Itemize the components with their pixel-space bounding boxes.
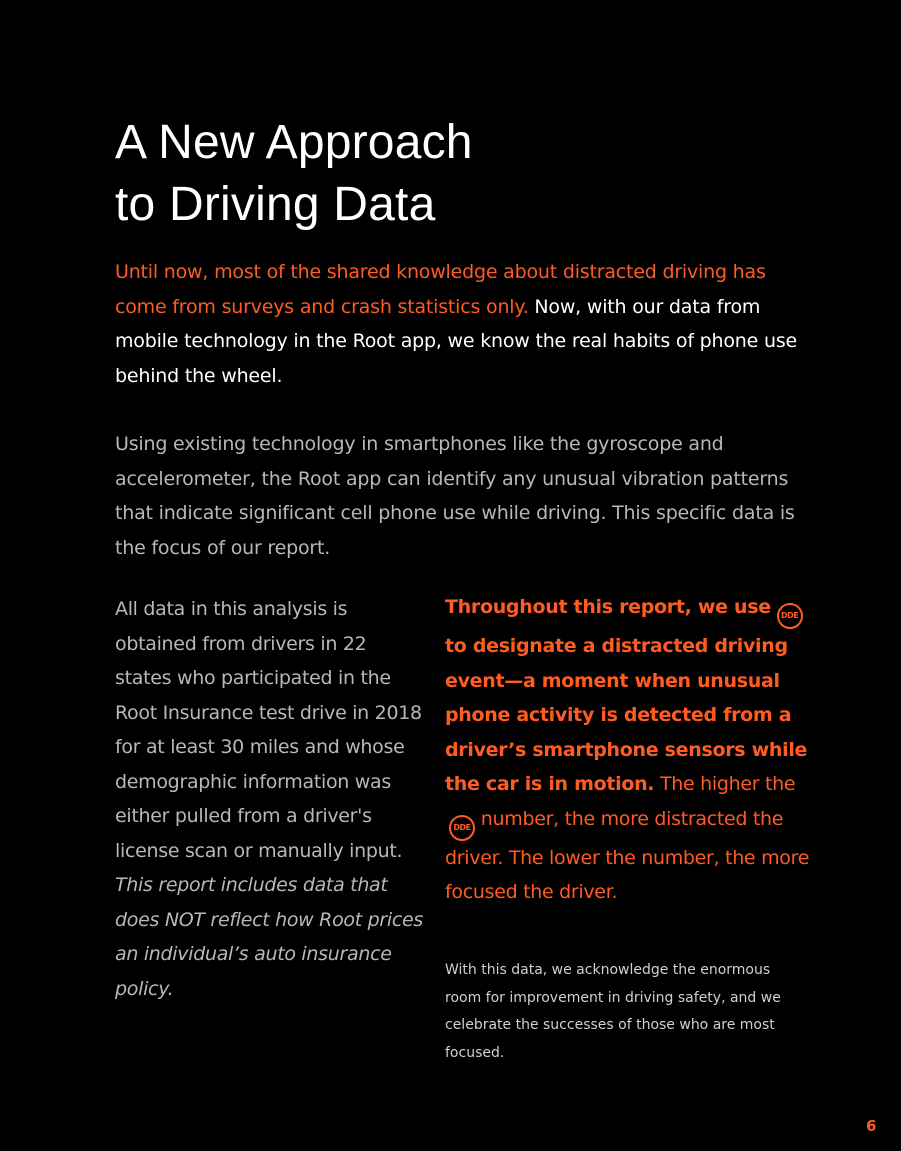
dde-definition-column bbox=[445, 590, 815, 910]
intro-paragraph bbox=[115, 255, 805, 393]
intro-highlight-text: Until now, most of the shared knowledge about distracted driving has come from surveys and crash statistics only. bbox=[115, 261, 766, 318]
dde-definition-body: to designate a distracted driving event—a moment when unusual phone activity is detected from a driver’s smartphone sensors while the car is in motion. bbox=[445, 635, 808, 795]
technology-paragraph: Using existing technology in smartphones like the gyroscope and accelerometer, the Root app can identify any unusual vibration patterns that indicate significant cell phone use while driving. This specific data is the focus of our report. bbox=[115, 433, 795, 559]
methodology-text: All data in this analysis is obtained from drivers in 22 states who participated in the Root Insurance test drive in 2018 for at least 30 miles and whose demographic information was either pulled from a driver's license scan or manually input. bbox=[115, 598, 422, 862]
dde-badge-icon: DDE bbox=[777, 603, 803, 629]
dde-definition-lead: Throughout this report, we use bbox=[445, 596, 771, 618]
title-line-2: to Driving Data bbox=[115, 178, 436, 231]
dde-badge-icon-2: DDE bbox=[449, 815, 475, 841]
closing-note: With this data, we acknowledge the enormous room for improvement in driving safety, and we celebrate the successes of those who are most focused. bbox=[445, 962, 781, 1061]
disclaimer-text: This report includes data that does NOT reflect how Root prices an individual’s auto insurance policy. bbox=[115, 874, 423, 1000]
page-title bbox=[115, 112, 815, 236]
methodology-column bbox=[115, 592, 425, 1006]
dde-scale-text-2: number, the more distracted the driver. The lower the number, the more focused the driver. bbox=[445, 807, 810, 903]
page-number: 6 bbox=[866, 1117, 877, 1135]
dde-scale-text-1: The higher the bbox=[659, 773, 796, 795]
title-line-1: A New Approach bbox=[115, 116, 473, 169]
intro-body-text: Now, with our data from mobile technology in the Root app, we know the real habits of phone use behind the wheel. bbox=[115, 295, 798, 387]
